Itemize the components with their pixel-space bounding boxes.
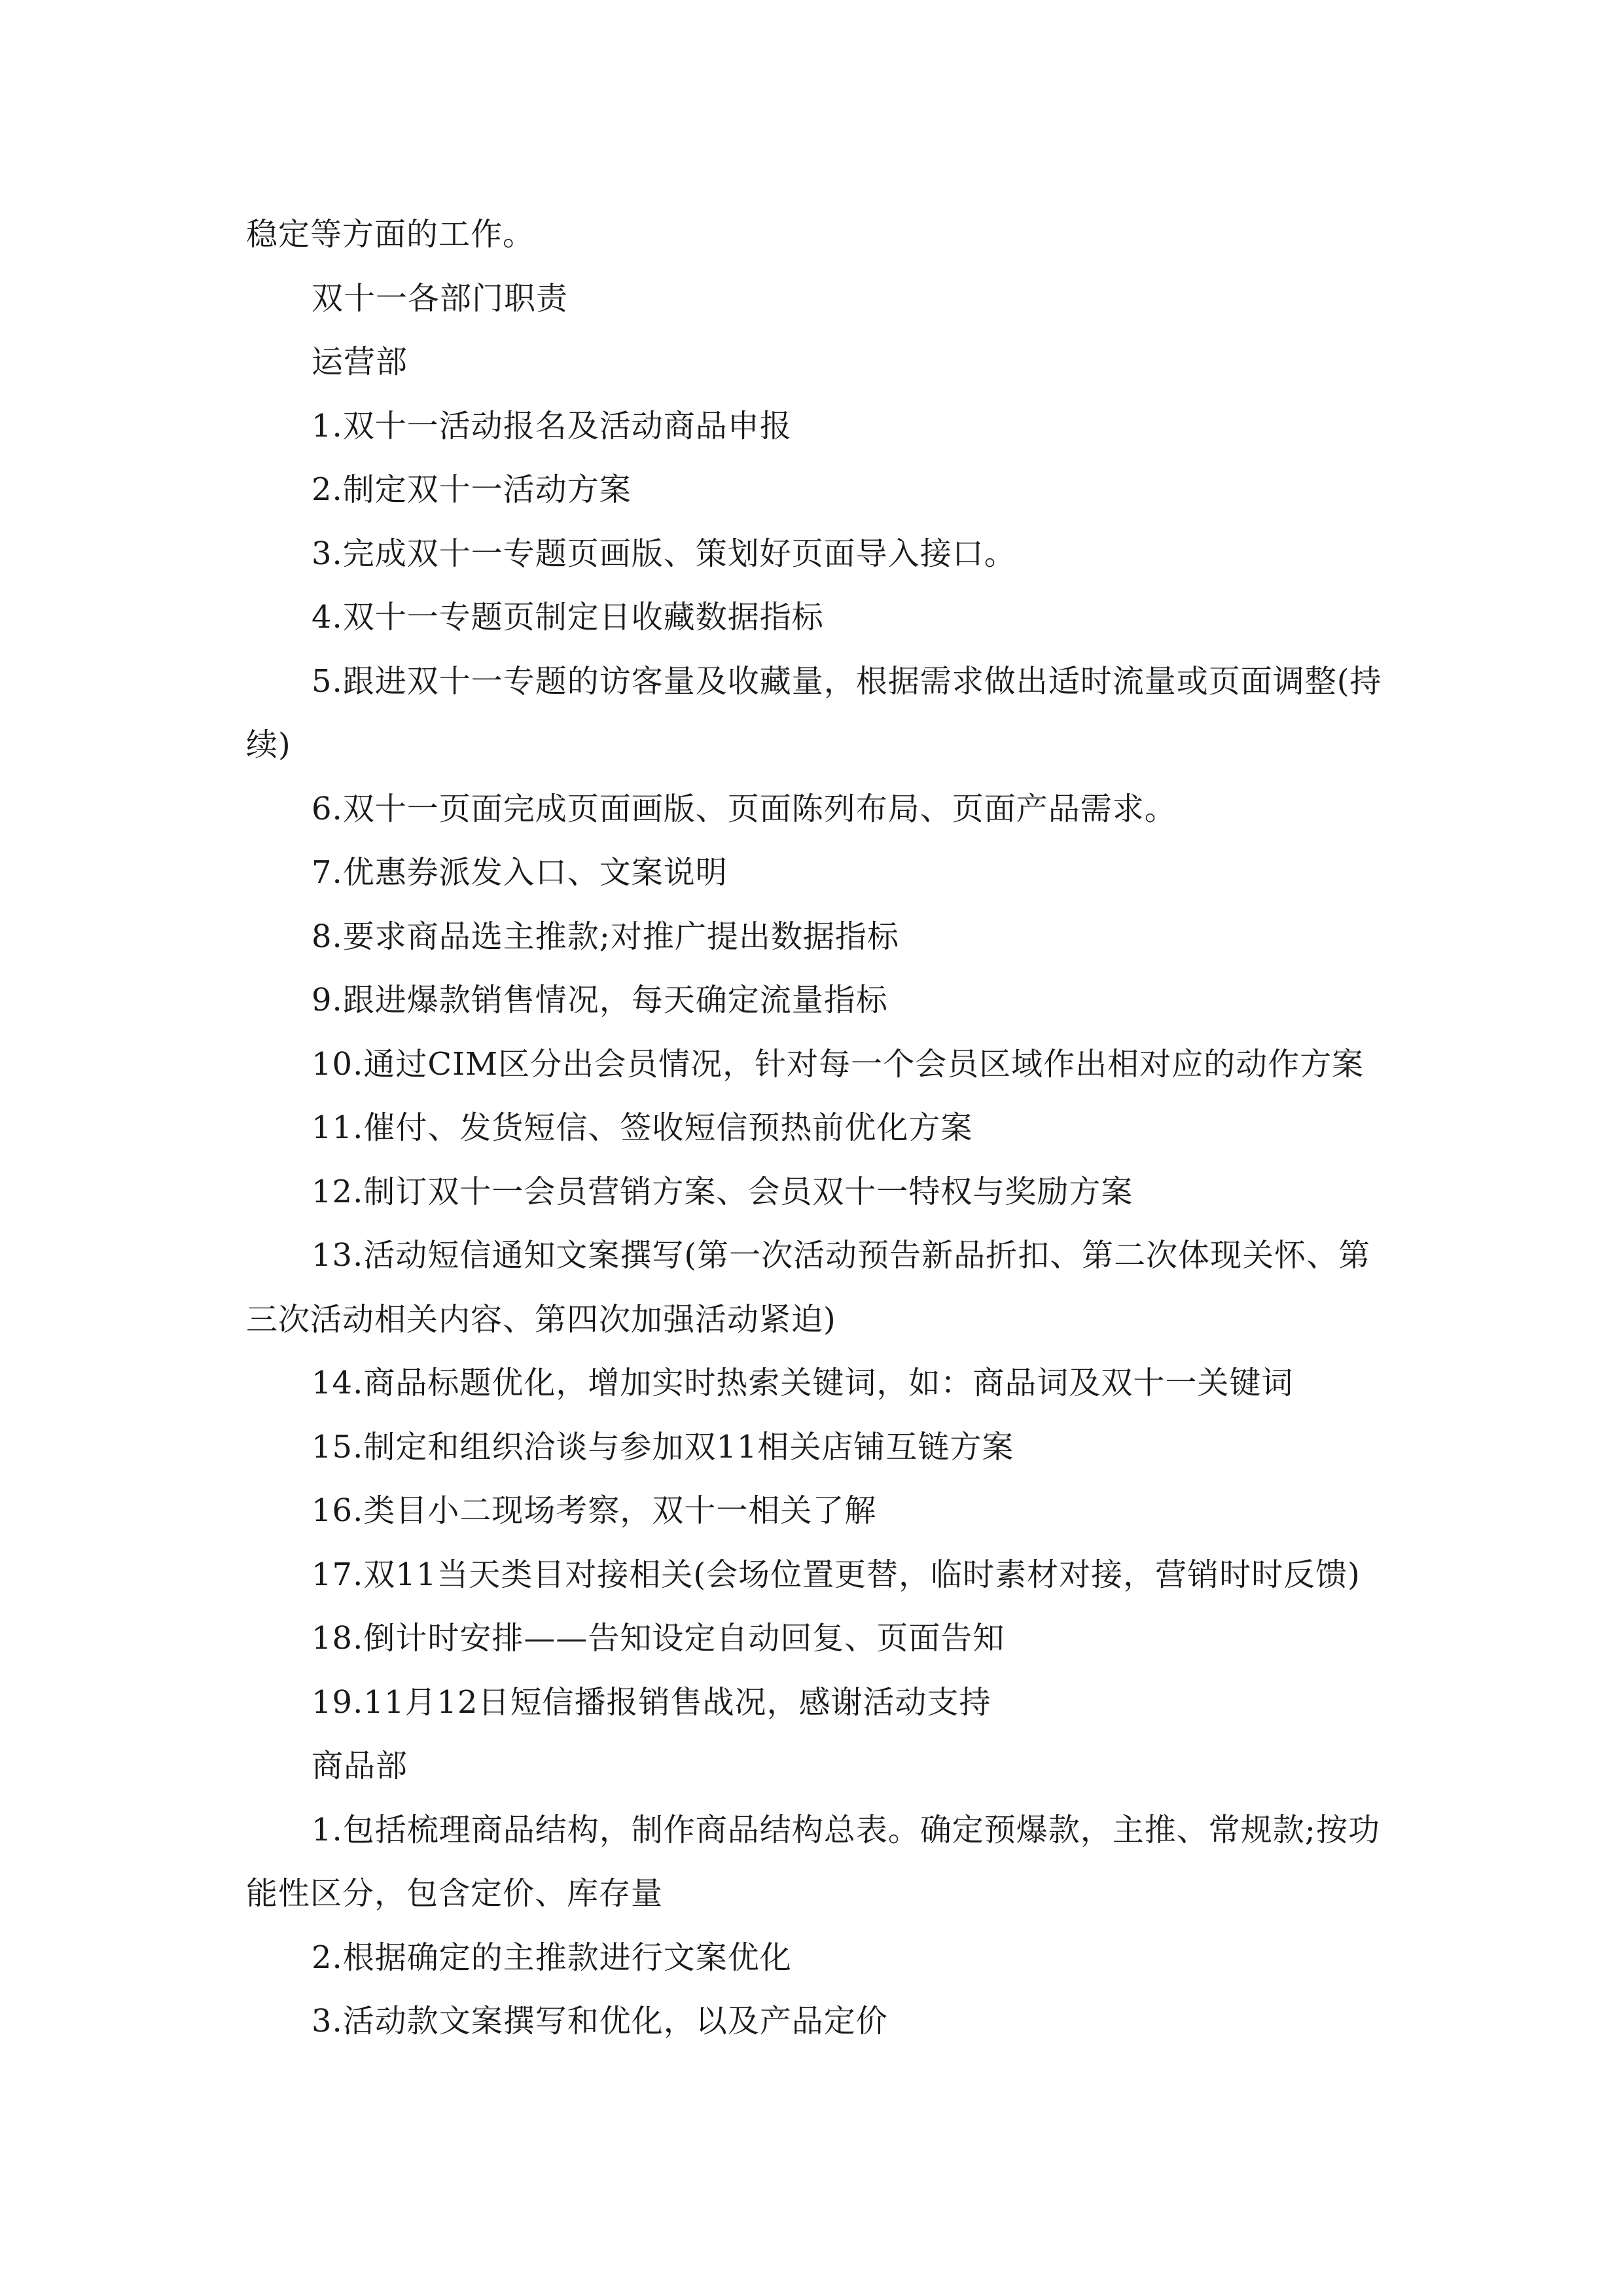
list-item: 11.催付、发货短信、签收短信预热前优化方案	[312, 1109, 973, 1146]
list-item: 19.11月12日短信播报销售战况，感谢活动支持	[312, 1683, 991, 1721]
list-item: 1.包括梳理商品结构，制作商品结构总表。确定预爆款，主推、常规款;按功能性区分，包含定价、库存量	[246, 1811, 1380, 1912]
department-heading-merchandise: 商品部	[312, 1748, 408, 1784]
list-item: 18.倒计时安排——告知设定自动回复、页面告知	[312, 1620, 1005, 1657]
list-item: 4.双十一专题页制定日收藏数据指标	[312, 599, 824, 636]
list-item: 14.商品标题优化，增加实时热索关键词，如：商品词及双十一关键词	[312, 1365, 1294, 1401]
list-item: 5.跟进双十一专题的访客量及收藏量，根据需求做出适时流量或页面调整(持续)	[246, 662, 1382, 763]
list-item: 13.活动短信通知文案撰写(第一次活动预告新品折扣、第二次体现关怀、第三次活动相关内容、第四次加强活动紧迫)	[246, 1237, 1371, 1338]
list-item: 17.双11当天类目对接相关(会场位置更替，临时素材对接，营销时时反馈)	[312, 1556, 1361, 1593]
department-heading-operations: 运营部	[312, 344, 408, 380]
list-item: 1.双十一活动报名及活动商品申报	[312, 407, 792, 444]
list-item: 9.跟进爆款销售情况，每天确定流量指标	[312, 982, 888, 1018]
list-item: 6.双十一页面完成页面画版、页面陈列布局、页面产品需求。	[312, 790, 1177, 827]
list-item: 15.制定和组织洽谈与参加双11相关店铺互链方案	[312, 1428, 1014, 1465]
list-item: 2.制定双十一活动方案	[312, 471, 632, 508]
list-item: 12.制订双十一会员营销方案、会员双十一特权与奖励方案	[312, 1173, 1133, 1210]
list-item: 3.完成双十一专题页画版、策划好页面导入接口。	[312, 535, 1016, 572]
section-heading: 双十一各部门职责	[312, 279, 569, 317]
list-item: 3.活动款文案撰写和优化，以及产品定价	[312, 2003, 888, 2039]
list-item: 2.根据确定的主推款进行文案优化	[312, 1939, 792, 1976]
list-item: 7.优惠券派发入口、文案说明	[312, 854, 728, 891]
document-body	[246, 203, 1385, 2054]
list-item: 8.要求商品选主推款;对推广提出数据指标	[312, 918, 899, 955]
list-item: 16.类目小二现场考察，双十一相关了解	[312, 1492, 877, 1529]
paragraph: 稳定等方面的工作。	[246, 216, 535, 253]
list-item: 10.通过CIM区分出会员情况，针对每一个会员区域作出相对应的动作方案	[312, 1045, 1364, 1083]
